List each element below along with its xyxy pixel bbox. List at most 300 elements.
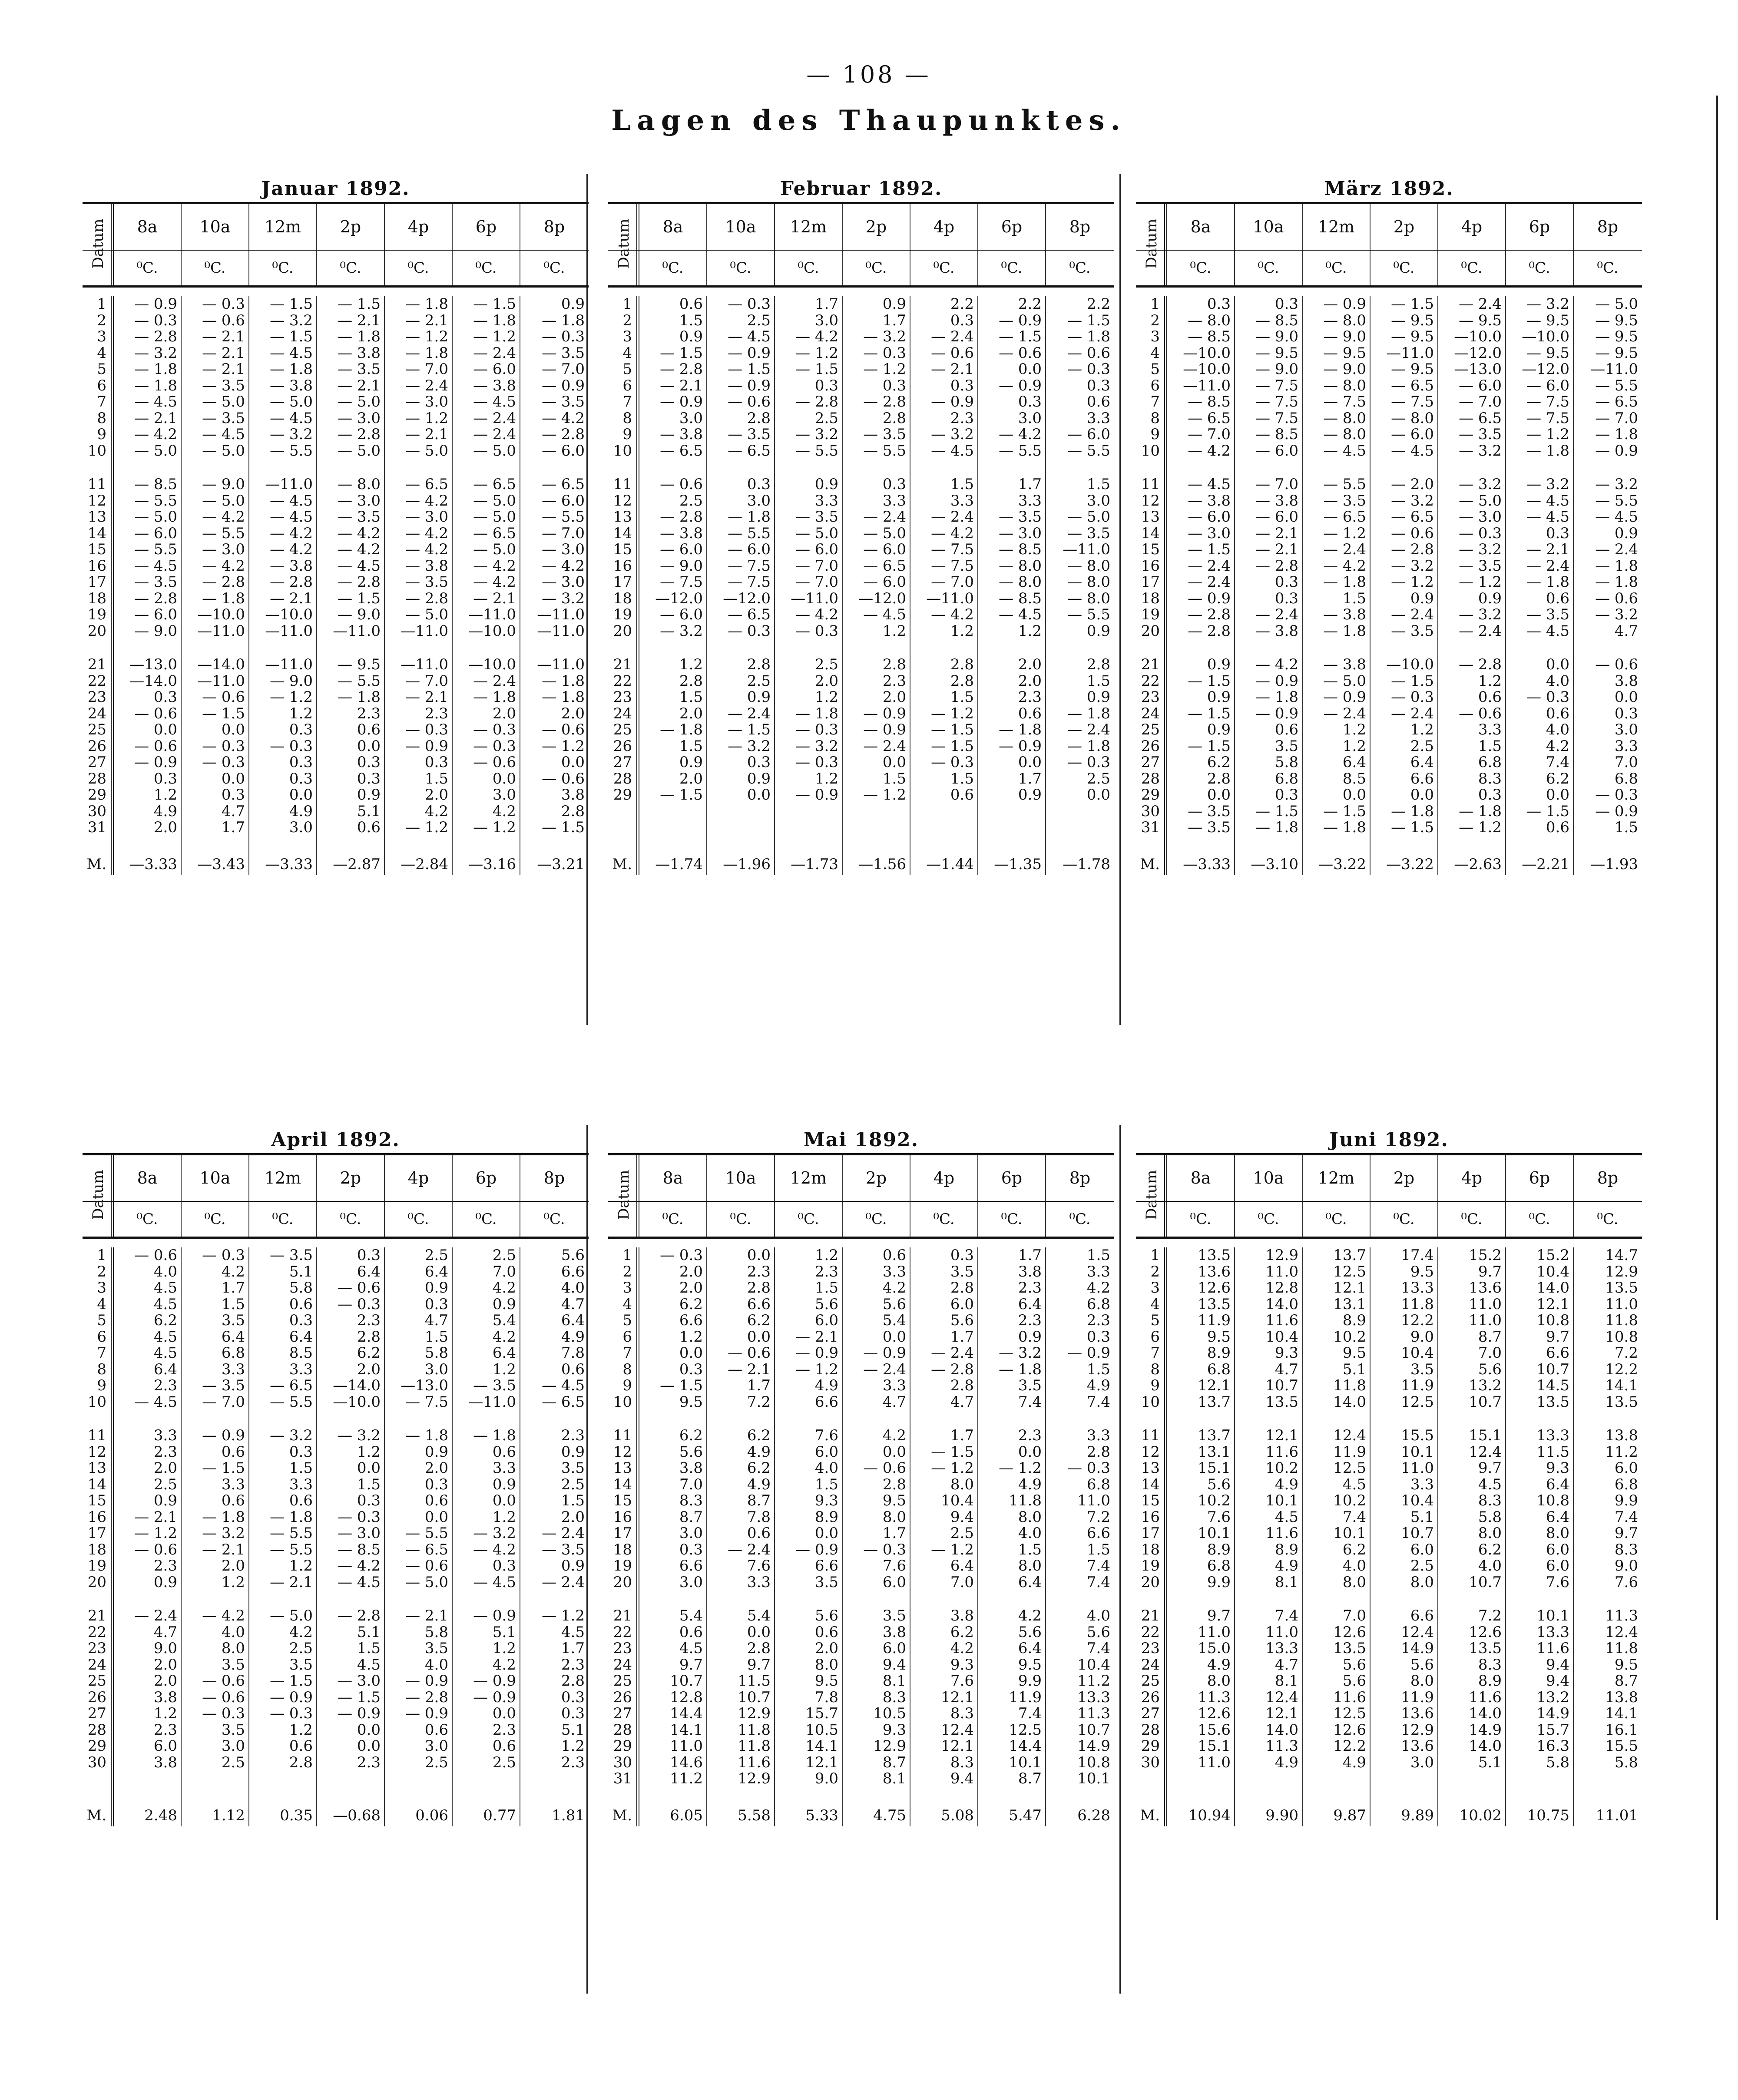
dewpoint-cell: 8.9 [1303, 1313, 1371, 1329]
dewpoint-cell: — 4.5 [249, 509, 317, 526]
day-cell: 23 [83, 689, 114, 706]
dewpoint-cell: 8.3 [910, 1706, 978, 1722]
day-cell: 18 [83, 591, 114, 607]
day-cell: 31 [1136, 820, 1167, 836]
dewpoint-cell: 4.5 [317, 1657, 385, 1673]
dewpoint-cell: 2.2 [910, 296, 978, 313]
dewpoint-cell: 5.1 [1371, 1509, 1438, 1526]
dewpoint-cell: 11.0 [1167, 1755, 1235, 1771]
dewpoint-cell: 0.6 [843, 1247, 910, 1264]
dewpoint-cell: 2.8 [910, 1378, 978, 1394]
mean-row [608, 853, 1114, 875]
table-row [83, 493, 589, 509]
dewpoint-cell: — 9.5 [1595, 328, 1638, 345]
month-table [608, 1127, 1114, 1826]
dewpoint-cell: 6.2 [317, 1345, 385, 1362]
time-header: 2p [317, 204, 385, 250]
dewpoint-cell: — 1.2 [910, 1460, 978, 1477]
table-row [1136, 1542, 1642, 1558]
dewpoint-cell: 8.5 [249, 1345, 317, 1362]
dewpoint-cell: — 0.6 [182, 313, 249, 329]
table-row [1136, 1378, 1642, 1394]
dewpoint-cell: — 1.8 [1303, 623, 1371, 640]
table-row [608, 1640, 1114, 1657]
table-row [608, 1477, 1114, 1493]
dewpoint-cell: — 5.5 [707, 526, 775, 542]
month-title: Juni 1892. [1329, 1129, 1449, 1151]
day-cell: 29 [1136, 787, 1167, 804]
dewpoint-cell: 3.5 [978, 1378, 1046, 1394]
table-row [608, 1574, 1114, 1591]
dewpoint-cell: —11.0 [453, 1394, 520, 1411]
dewpoint-cell: — 0.3 [775, 754, 843, 771]
dewpoint-cell: 6.0 [114, 1738, 182, 1755]
table-row [1136, 1280, 1642, 1296]
dewpoint-cell: 7.6 [775, 1428, 843, 1444]
dewpoint-cell: — 0.3 [910, 754, 978, 771]
dewpoint-cell: — 1.2 [1438, 820, 1506, 836]
dewpoint-cell: 11.3 [1605, 1607, 1638, 1624]
dewpoint-cell: 0.0 [1506, 787, 1574, 804]
dewpoint-cell: — 2.4 [453, 673, 520, 690]
day-cell: 18 [1136, 1542, 1167, 1558]
table-row [83, 509, 589, 526]
day-cell: 9 [83, 1378, 114, 1394]
dewpoint-cell: 13.7 [1167, 1428, 1235, 1444]
time-header: 8p [1597, 217, 1619, 236]
dewpoint-cell: 0.9 [707, 771, 775, 787]
dewpoint-cell: 3.0 [639, 1574, 707, 1591]
dewpoint-cell: 13.3 [1077, 1688, 1110, 1706]
day-cell: 10 [83, 1394, 114, 1411]
table-row [1136, 313, 1642, 329]
dewpoint-cell: — 2.1 [317, 313, 385, 329]
dewpoint-cell: 0.9 [775, 476, 843, 493]
table-row [608, 410, 1114, 427]
dewpoint-cell: 12.1 [1506, 1296, 1574, 1313]
dewpoint-cell: — 0.3 [1595, 786, 1638, 804]
day-cell: 14 [1136, 526, 1167, 542]
dewpoint-cell: 2.8 [1167, 771, 1235, 787]
time-header: 6p [978, 1155, 1046, 1201]
dewpoint-cell: 0.3 [1235, 574, 1303, 591]
table-row [1136, 1247, 1642, 1264]
dewpoint-cell: — 0.9 [775, 1542, 843, 1558]
dewpoint-cell: 7.4 [1303, 1509, 1371, 1526]
dewpoint-cell: — 0.9 [707, 378, 775, 394]
table-row [608, 689, 1114, 706]
dewpoint-cell: 3.3 [910, 493, 978, 509]
table-row [1136, 296, 1642, 313]
day-cell: 13 [1136, 509, 1167, 526]
dewpoint-cell: 9.5 [1167, 1329, 1235, 1346]
dewpoint-cell: — 2.0 [1371, 476, 1438, 493]
unit-cell: ⁰C. [910, 1202, 978, 1237]
table-body [83, 1239, 589, 1826]
table-row [83, 1657, 589, 1673]
dewpoint-cell: 4.5 [639, 1640, 707, 1657]
dewpoint-cell: 2.0 [114, 1460, 182, 1477]
dewpoint-cell: 12.6 [1167, 1280, 1235, 1296]
table-row [1136, 804, 1642, 820]
dewpoint-cell: 11.2 [1077, 1672, 1110, 1690]
day-cell: 23 [1136, 689, 1167, 706]
dewpoint-cell: 0.3 [114, 689, 182, 706]
dewpoint-cell: 0.9 [1438, 591, 1506, 607]
dewpoint-cell: 11.0 [1605, 1295, 1638, 1313]
dewpoint-cell: 4.5 [561, 1623, 585, 1641]
dewpoint-cell: — 5.0 [453, 493, 520, 509]
table-row [1136, 476, 1642, 493]
day-cell: 15 [83, 542, 114, 558]
table-row [608, 574, 1114, 591]
dewpoint-cell: 7.4 [978, 1394, 1046, 1411]
table-row [83, 1264, 589, 1280]
dewpoint-cell: — 0.9 [843, 706, 910, 722]
dewpoint-cell [182, 1771, 249, 1787]
dewpoint-cell: — 7.0 [1235, 476, 1303, 493]
dewpoint-cell: 9.4 [1506, 1657, 1574, 1673]
dewpoint-cell: 9.4 [910, 1771, 978, 1787]
dewpoint-cell: —10.0 [453, 623, 520, 640]
day-cell: 10 [1136, 443, 1167, 460]
dewpoint-cell: 5.1 [249, 1264, 317, 1280]
table-row [608, 1296, 1114, 1313]
dewpoint-cell: — 3.2 [775, 738, 843, 755]
dewpoint-cell: — 0.3 [453, 722, 520, 738]
dewpoint-cell: 0.6 [1438, 689, 1506, 706]
dewpoint-cell: 2.0 [561, 704, 585, 722]
row-gap [83, 459, 589, 476]
dewpoint-cell: 0.3 [561, 1705, 585, 1722]
table-row [83, 443, 589, 460]
day-cell: 6 [83, 378, 114, 394]
dewpoint-cell: 1.5 [639, 738, 707, 755]
dewpoint-cell: 0.9 [561, 1443, 585, 1461]
dewpoint-cell: — 0.3 [1506, 689, 1574, 706]
dewpoint-cell: 15.7 [1506, 1722, 1574, 1739]
dewpoint-cell: 8.0 [1506, 1525, 1574, 1542]
dewpoint-cell: 3.0 [775, 313, 843, 329]
dewpoint-cell: — 2.8 [910, 1362, 978, 1378]
day-cell: 11 [608, 1428, 639, 1444]
dewpoint-cell: — 1.5 [1371, 820, 1438, 836]
dewpoint-cell: — 7.0 [1595, 409, 1638, 427]
dewpoint-cell: — 0.9 [707, 345, 775, 362]
dewpoint-cell [639, 820, 707, 836]
dewpoint-cell: — 0.3 [707, 296, 775, 313]
day-cell: 30 [83, 1755, 114, 1771]
dewpoint-cell: — 3.5 [775, 509, 843, 526]
dewpoint-cell: 0.6 [1506, 706, 1574, 722]
dewpoint-cell: — 5.5 [1067, 606, 1110, 623]
dewpoint-cell: 0.6 [453, 1738, 520, 1755]
dewpoint-cell: 7.4 [1086, 1573, 1110, 1591]
mean-cell: —1.35 [978, 853, 1046, 875]
day-cell: 14 [1136, 1477, 1167, 1493]
dewpoint-cell: 1.5 [1086, 476, 1110, 493]
dewpoint-cell: — 3.5 [1371, 623, 1438, 640]
dewpoint-cell: 9.7 [1438, 1264, 1506, 1280]
table-row [1136, 673, 1642, 690]
dewpoint-cell: — 3.2 [1506, 296, 1574, 313]
table-row [83, 623, 589, 640]
day-cell: 16 [1136, 1509, 1167, 1526]
dewpoint-cell: 11.9 [1167, 1313, 1235, 1329]
dewpoint-cell: — 6.0 [1371, 427, 1438, 443]
dewpoint-cell: — 0.9 [843, 1345, 910, 1362]
unit-cell: ⁰C. [1167, 1202, 1235, 1237]
dewpoint-cell: — 0.9 [1595, 442, 1638, 460]
month-title: Januar 1892. [261, 178, 410, 200]
dewpoint-cell: 14.0 [1235, 1296, 1303, 1313]
dewpoint-cell: — 6.0 [775, 542, 843, 558]
day-cell: 4 [83, 1296, 114, 1313]
dewpoint-cell: 5.6 [1303, 1673, 1371, 1690]
dewpoint-cell: — 1.8 [317, 689, 385, 706]
dewpoint-cell: 1.5 [1086, 672, 1110, 690]
dewpoint-cell: — 5.0 [317, 443, 385, 460]
unit-cell: ⁰C. [385, 1202, 453, 1237]
dewpoint-cell: 1.2 [182, 1574, 249, 1591]
dewpoint-cell: 1.5 [639, 313, 707, 329]
dewpoint-cell: 1.7 [182, 820, 249, 836]
unit-cell: ⁰C. [910, 251, 978, 285]
dewpoint-cell: — 1.5 [910, 722, 978, 738]
dewpoint-cell: — 3.2 [453, 1525, 520, 1542]
mean-cell: 0.06 [385, 1805, 453, 1826]
dewpoint-cell: — 2.1 [114, 410, 182, 427]
day-cell: 23 [83, 1640, 114, 1657]
day-cell: 22 [83, 673, 114, 690]
day-cell: 9 [608, 1378, 639, 1394]
dewpoint-cell: — 1.2 [542, 737, 585, 755]
dewpoint-cell: 10.2 [1303, 1329, 1371, 1346]
table-row [83, 1690, 589, 1706]
dewpoint-cell: 13.5 [1605, 1393, 1638, 1411]
table-row [608, 1722, 1114, 1739]
dewpoint-cell: 1.7 [843, 313, 910, 329]
unit-cell: ⁰C. [543, 1210, 565, 1228]
dewpoint-cell: 12.1 [1167, 1378, 1235, 1394]
dewpoint-cell: 11.8 [1605, 1312, 1638, 1329]
dewpoint-cell: — 1.5 [1235, 804, 1303, 820]
dewpoint-cell: 3.0 [1371, 1755, 1438, 1771]
dewpoint-cell: 9.7 [1438, 1460, 1506, 1477]
dewpoint-cell: 1.5 [1086, 1541, 1110, 1558]
dewpoint-cell: — 1.2 [775, 345, 843, 362]
dewpoint-cell: — 9.0 [182, 476, 249, 493]
dewpoint-cell: 10.7 [707, 1690, 775, 1706]
dewpoint-cell: — 4.2 [317, 542, 385, 558]
dewpoint-cell: — 9.0 [114, 623, 182, 640]
dewpoint-cell: 0.9 [978, 1329, 1046, 1346]
dewpoint-cell: 2.0 [639, 706, 707, 722]
dewpoint-cell: —11.0 [1590, 360, 1638, 378]
dewpoint-cell: 6.2 [639, 1296, 707, 1313]
table-row [1136, 1673, 1642, 1690]
dewpoint-cell: 4.2 [910, 1640, 978, 1657]
dewpoint-cell: —11.0 [910, 591, 978, 607]
mean-cell: —1.96 [707, 853, 775, 875]
dewpoint-cell: 1.2 [639, 1329, 707, 1346]
dewpoint-cell: — 4.5 [1167, 476, 1235, 493]
day-cell: 29 [608, 787, 639, 804]
dewpoint-cell: 9.0 [1371, 1329, 1438, 1346]
day-cell: 26 [608, 1690, 639, 1706]
dewpoint-cell: —11.0 [385, 623, 453, 640]
dewpoint-cell: 10.4 [1235, 1329, 1303, 1346]
dewpoint-cell: — 1.5 [707, 722, 775, 738]
dewpoint-cell: — 1.2 [385, 410, 453, 427]
day-cell: 23 [608, 1640, 639, 1657]
unit-cell: ⁰C. [775, 1202, 843, 1237]
dewpoint-cell: 10.8 [1506, 1313, 1574, 1329]
dewpoint-cell: 4.2 [182, 1264, 249, 1280]
unit-row [608, 1201, 1114, 1239]
dewpoint-cell: — 3.0 [317, 1525, 385, 1542]
table-row [1136, 706, 1642, 722]
dewpoint-cell: 1.2 [910, 623, 978, 640]
dewpoint-cell: 14.0 [1438, 1706, 1506, 1722]
dewpoint-cell: —14.0 [182, 657, 249, 673]
mean-cell: —1.74 [639, 853, 707, 875]
dewpoint-cell: 9.3 [775, 1493, 843, 1509]
dewpoint-cell: —11.0 [1167, 378, 1235, 394]
dewpoint-cell: — 1.2 [910, 1542, 978, 1558]
dewpoint-cell: 0.0 [843, 1444, 910, 1461]
dewpoint-cell: 4.5 [1438, 1477, 1506, 1493]
dewpoint-cell: 6.4 [1371, 754, 1438, 771]
dewpoint-cell: 13.6 [1167, 1264, 1235, 1280]
dewpoint-cell: 1.5 [910, 476, 978, 493]
dewpoint-cell: —12.0 [707, 591, 775, 607]
table-row [608, 509, 1114, 526]
dewpoint-cell: 7.4 [1614, 1508, 1638, 1526]
dewpoint-cell: 14.1 [775, 1738, 843, 1755]
dewpoint-cell: — 3.2 [182, 1525, 249, 1542]
dewpoint-cell: — 1.8 [249, 1509, 317, 1526]
mean-cell: —3.21 [537, 855, 585, 873]
dewpoint-cell: — 3.2 [249, 313, 317, 329]
day-cell: 25 [1136, 1673, 1167, 1690]
dewpoint-cell: 0.0 [707, 787, 775, 804]
dewpoint-cell: — 1.8 [707, 509, 775, 526]
dewpoint-cell: 2.8 [1086, 656, 1110, 673]
day-cell: 1 [1136, 1247, 1167, 1264]
dewpoint-cell: — 0.6 [1595, 656, 1638, 673]
dewpoint-cell: — 8.5 [1167, 394, 1235, 410]
table-row [1136, 1509, 1642, 1526]
dewpoint-cell: 10.7 [1371, 1525, 1438, 1542]
dewpoint-cell: 1.2 [1303, 738, 1371, 755]
dewpoint-cell: — 3.0 [1438, 509, 1506, 526]
dewpoint-cell: 4.9 [1235, 1558, 1303, 1574]
table-row [83, 673, 589, 690]
dewpoint-cell: 6.6 [639, 1558, 707, 1574]
day-cell: 3 [1136, 329, 1167, 345]
dewpoint-cell: — 4.2 [317, 526, 385, 542]
dewpoint-cell: 3.3 [978, 493, 1046, 509]
unit-cell: ⁰C. [1371, 1202, 1438, 1237]
dewpoint-cell: 15.2 [1506, 1247, 1574, 1264]
dewpoint-cell: 2.0 [639, 1280, 707, 1296]
row-gap [1136, 1787, 1642, 1805]
day-cell: 2 [1136, 1264, 1167, 1280]
datum-label: Datum [615, 218, 632, 269]
table-row [83, 1542, 589, 1558]
mean-cell: 4.75 [843, 1805, 910, 1826]
dewpoint-cell: 0.3 [317, 1247, 385, 1264]
dewpoint-cell: 0.3 [775, 378, 843, 394]
unit-cell: ⁰C. [182, 251, 249, 285]
unit-cell: ⁰C. [1438, 251, 1506, 285]
dewpoint-cell [707, 820, 775, 836]
day-cell [608, 804, 639, 820]
dewpoint-cell: — 3.8 [453, 378, 520, 394]
unit-cell: ⁰C. [707, 251, 775, 285]
dewpoint-cell: 6.6 [561, 1263, 585, 1280]
dewpoint-cell: — 1.8 [1303, 820, 1371, 836]
dewpoint-cell: — 2.1 [182, 1542, 249, 1558]
day-cell: 16 [608, 1509, 639, 1526]
table-row [608, 722, 1114, 738]
dewpoint-cell: 0.9 [561, 1557, 585, 1574]
table-row [83, 1574, 589, 1591]
dewpoint-cell: — 2.4 [1303, 542, 1371, 558]
table-row [83, 1640, 589, 1657]
day-cell: 4 [83, 345, 114, 362]
dewpoint-cell: — 0.9 [843, 722, 910, 738]
dewpoint-cell: 8.7 [1614, 1672, 1638, 1690]
dewpoint-cell: 8.0 [1371, 1673, 1438, 1690]
dewpoint-cell: — 1.5 [317, 296, 385, 313]
day-cell: 25 [608, 1673, 639, 1690]
table-row [1136, 1624, 1642, 1641]
mean-cell: 9.90 [1235, 1805, 1303, 1826]
dewpoint-cell: 0.0 [978, 754, 1046, 771]
day-cell: 6 [83, 1329, 114, 1346]
dewpoint-cell: 6.4 [561, 1312, 585, 1329]
table-row [608, 427, 1114, 443]
day-cell: 13 [608, 509, 639, 526]
dewpoint-cell: — 7.5 [1235, 378, 1303, 394]
dewpoint-cell: 2.0 [775, 1640, 843, 1657]
day-cell: 21 [83, 657, 114, 673]
dewpoint-cell: 0.0 [1167, 787, 1235, 804]
table-row [608, 1493, 1114, 1509]
dewpoint-cell: — 0.6 [707, 394, 775, 410]
dewpoint-cell: — 5.5 [182, 526, 249, 542]
day-cell: 8 [608, 1362, 639, 1378]
dewpoint-cell: 4.0 [385, 1657, 453, 1673]
dewpoint-cell: — 0.3 [707, 623, 775, 640]
dewpoint-cell: — 5.5 [1595, 492, 1638, 509]
dewpoint-cell: 13.5 [1235, 1394, 1303, 1411]
dewpoint-cell: — 8.0 [978, 558, 1046, 575]
day-cell: 7 [1136, 394, 1167, 410]
dewpoint-cell: 11.6 [1506, 1640, 1574, 1657]
dewpoint-cell: — 1.5 [317, 1690, 385, 1706]
dewpoint-cell: — 1.2 [385, 329, 453, 345]
mean-cell: 10.02 [1438, 1805, 1506, 1826]
table-row [83, 296, 589, 313]
dewpoint-cell: 8.0 [182, 1640, 249, 1657]
table-row [83, 1247, 589, 1264]
day-cell: 1 [1136, 296, 1167, 313]
mean-cell: 10.75 [1506, 1805, 1574, 1826]
dewpoint-cell: — 0.3 [843, 345, 910, 362]
